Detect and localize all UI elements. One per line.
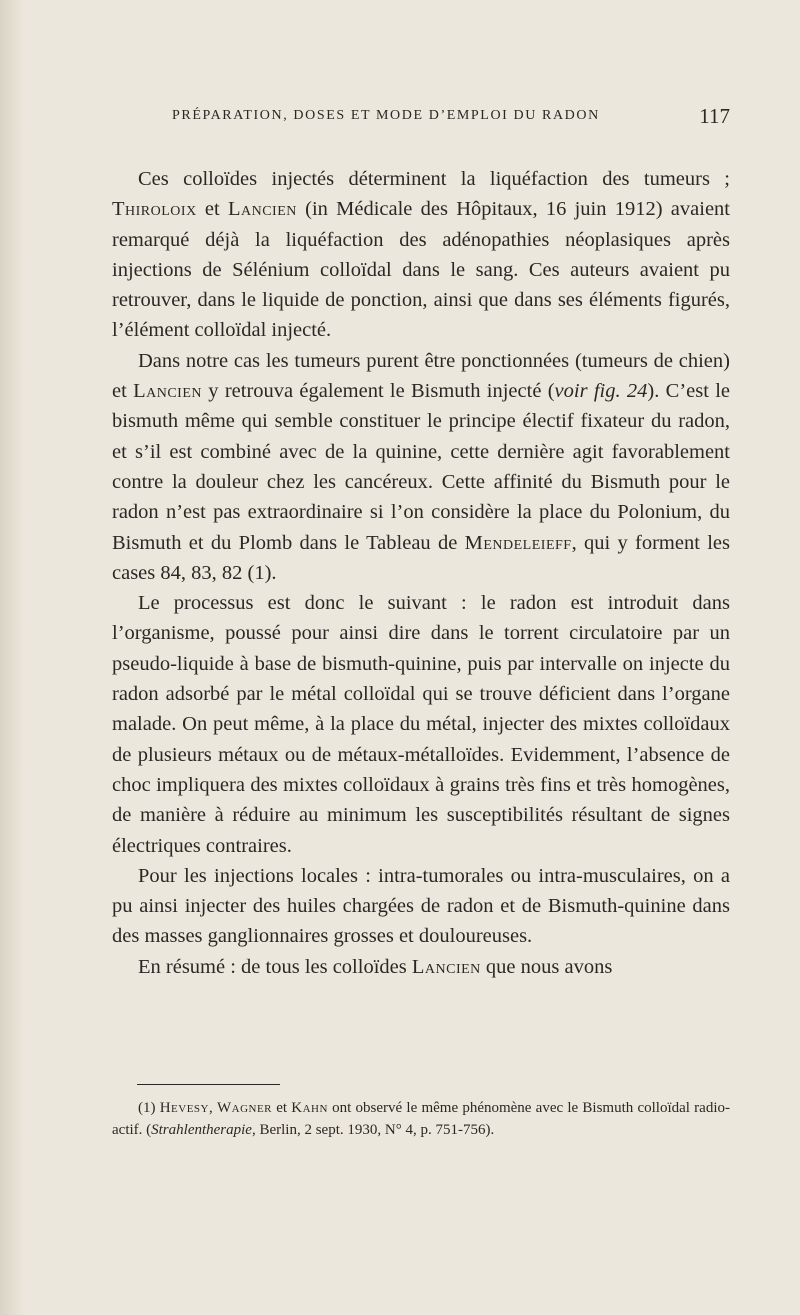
page-number: 117 [699, 104, 730, 128]
paragraph-3: Le processus est donc le suivant : le radon est introduit dans l’organisme, poussé pour ainsi dire dans le torrent circulatoire par un pseudo-liquide à base de bismuth-quinine, puis par intervalle on injecte du radon adsorbé par le métal colloïdal qui se trouve déficient dans l’organe malade. On peut même, à la place du métal, injecter des mixtes colloïdaux de plusieurs métaux ou de métaux-métalloïdes. Evidemment, l’absence de choc impliquera des mixtes colloïdaux à grains très fins et très homogènes, de manière à réduire au minimum les susceptibilités résultant de signes électriques contraires. [112, 592, 730, 857]
figure-reference: voir fig. 24 [554, 380, 648, 403]
text-run: (in Médicale des Hôpitaux, 16 juin 1912) avaient remarqué déjà la liquéfaction des adénopathies néoplasiques après injections de Sélénium colloïdal dans le sang. Ces auteurs avaient pu retrouver, dans le liquide de ponction, ainsi que dans ses éléments figurés, l’élément colloïdal injecté. [112, 198, 730, 342]
page-edge-shadow [0, 0, 24, 1315]
text-run: En résumé : de tous les colloïdes [138, 955, 412, 978]
author-name: Hevesy [159, 1100, 209, 1116]
paragraph-2 [112, 346, 730, 588]
text-run: , [209, 1100, 217, 1116]
footnote [112, 1098, 730, 1141]
text-run: Ces colloïdes injectés déterminent la liquéfaction des tumeurs ; [138, 168, 730, 190]
author-name: Lancien [133, 380, 202, 403]
author-name: Wagner [216, 1100, 273, 1116]
author-name: Thiroloix [112, 198, 197, 221]
paragraph-5 [112, 952, 730, 982]
paragraph-1 [112, 164, 730, 346]
text-run: , qui y forment les cases 84, 83, 82 (1). [112, 531, 730, 584]
footnote-marker: (1) [138, 1100, 160, 1116]
footnote-text [112, 1098, 730, 1141]
text-run: y retrouva également le Bismuth injecté ( [202, 380, 555, 403]
footnote-divider [137, 1084, 280, 1085]
text-run: et [196, 198, 228, 221]
author-name: Lancien [411, 955, 481, 978]
text-run: ont observé le même phénomène avec le Bismuth colloïdal radio-actif. ( [112, 1100, 730, 1138]
journal-title: Strahlentherapie [151, 1121, 252, 1138]
author-name: Kahn [291, 1100, 328, 1116]
author-name: Lancien [227, 198, 297, 221]
page-header [112, 104, 730, 132]
author-name: Mendeleieff [464, 531, 572, 554]
body-text [112, 164, 730, 982]
text-run: Dans notre cas les tumeurs purent être ponctionnées (tumeurs de chien) et [112, 349, 730, 403]
text-run: ). C’est le bismuth même qui semble constituer le principe électif fixateur du radon, et s’il est combiné avec de la quinine, cette dernière agit favorablement contre la douleur chez les cancéreux. Cette affinité du Bismuth pour le radon n’est pas extraordinaire si l’on considère la place du Polonium, du Bismuth et du Plomb dans le Tableau de [112, 380, 730, 554]
running-title: PRÉPARATION, DOSES ET MODE D’EMPLOI DU RADON [172, 108, 600, 123]
paragraph-4: Pour les injections locales : intra-tumorales ou intra-musculaires, on a pu ainsi injecter des huiles chargées de radon et de Bismuth-quinine dans des masses ganglionnaires grosses et douloureuses. [112, 864, 730, 948]
text-run: et [272, 1100, 292, 1116]
text-run: , Berlin, 2 sept. 1930, N° 4, p. 751-756). [251, 1121, 495, 1138]
text-run: que nous avons [480, 955, 613, 978]
